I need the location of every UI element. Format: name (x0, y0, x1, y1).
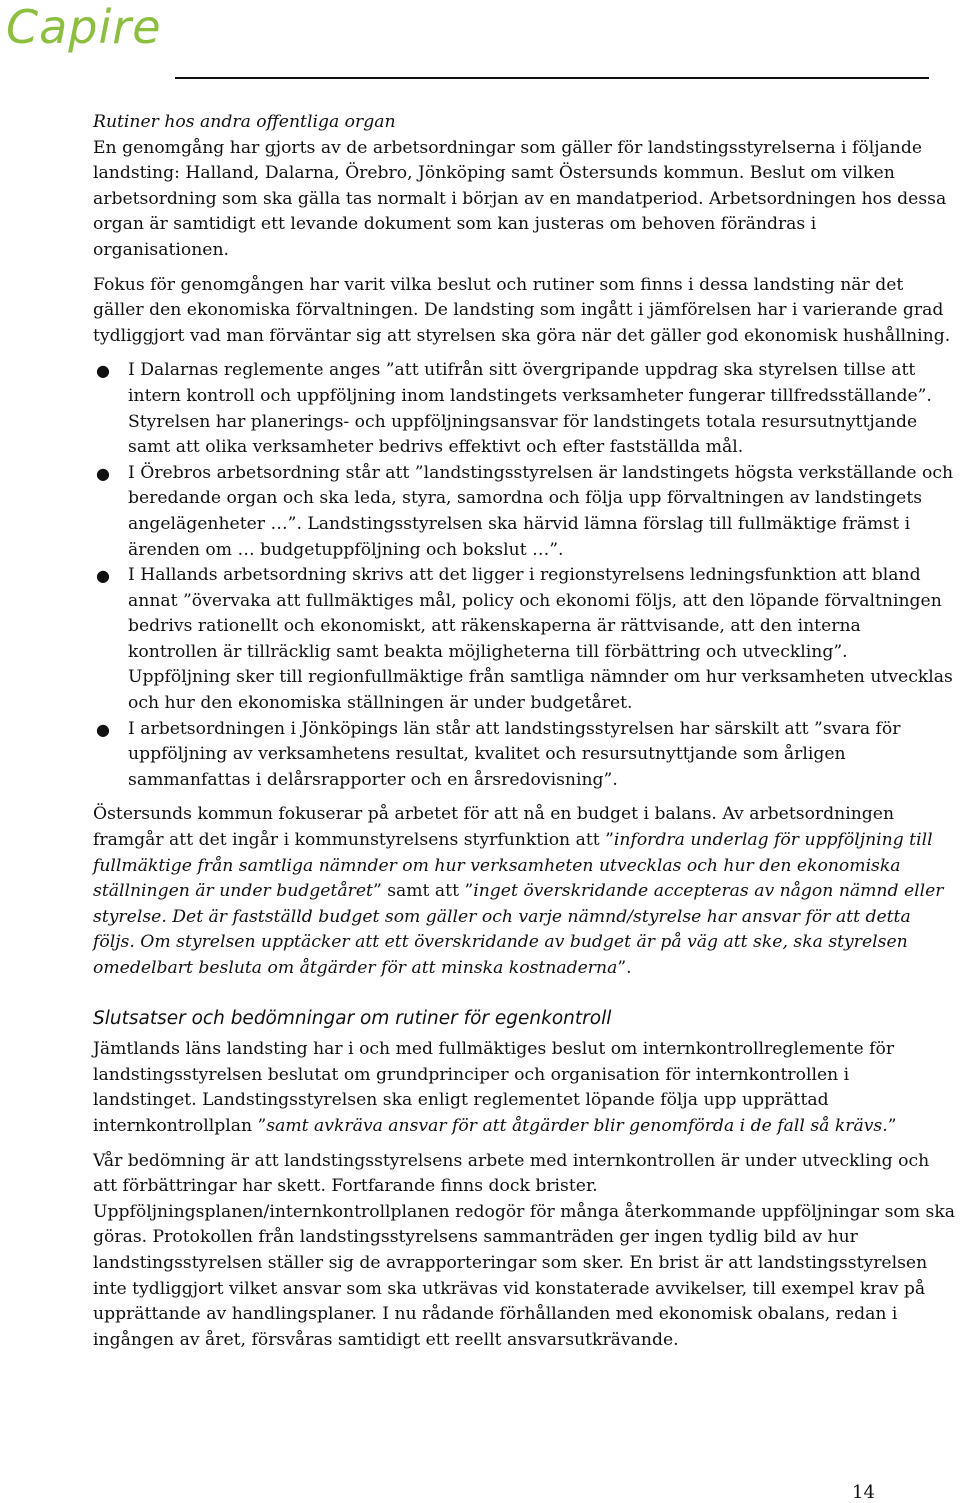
list-item-text: I arbetsordningen i Jönköpings län står att landstingsstyrelsen har särskilt att ”svara för uppföljning av verksamhetens resultat, kvalitet och resursutnyttjande som årligen sammanfattas i delårsrapporter och en årsredovisning”. (128, 718, 901, 790)
ostersund-paragraph (93, 802, 955, 981)
bullet-list (93, 358, 955, 793)
conclusion-text-end: ” (887, 1115, 897, 1136)
conclusion-text-start: Jämtlands läns landsting har i och med fullmäktiges beslut om internkontrollreglemente för landstingsstyrelsen beslutat om grundprinciper och organisation för internkontrollen i landstinget. Landstingsstyrelsen ska enligt reglementet löpande följa upp upprättad internkontrollplan ” (93, 1039, 895, 1136)
document-body (93, 110, 955, 1362)
list-item (96, 563, 955, 717)
bullet-icon: ● (96, 719, 110, 739)
list-item-text: I Örebros arbetsordning står att ”landstingsstyrelsen är landstingets högsta verkställande och beredande organ och ska leda, styra, samordna och följa upp förvaltningen av landstingets angelägenheter …”. Landstingsstyrelsen ska härvid lämna förslag till fullmäktige främst i ärenden om … budgetuppföljning och bokslut …”. (128, 462, 954, 560)
list-item-text: I Hallands arbetsordning skrivs att det ligger i regionstyrelsens ledningsfunktion att bland annat ”övervaka att fullmäktiges mål, policy och ekonomi följs, att den löpande förvaltningen bedrivs rationellt och ekonomiskt, att räkenskaperna är rättvisande, att den interna kontrollen är tillräcklig samt beakta möjligheterna till förbättring och utveckling”. Uppföljning sker till regionfullmäktige från samtliga nämnder om hur verksamheten utvecklas och hur den ekonomiska ställningen är under budgetåret. (128, 565, 953, 714)
section-title: Rutiner hos andra offentliga organ (93, 112, 396, 132)
ostersund-text-start: Östersunds kommun fokuserar på arbetet för att nå en budget i balans. Av arbetsordningen framgår att det ingår i kommunstyrelsens styrfunktion att ” (93, 804, 895, 851)
list-item (96, 717, 955, 794)
ostersund-quote-2: inget överskridande accepteras av någon nämnd eller styrelse. Det är fastställd budget som gäller och varje nämnd/styrelse har ansvar för att detta följs. Om styrelsen upptäcker att ett överskridande av budget är på väg att ske, ska styrelsen omedelbart besluta om åtgärder för att minska kostnaderna (93, 881, 944, 978)
ostersund-text-end: ”. (617, 958, 632, 978)
ostersund-quote-1: infordra underlag för uppföljning till fullmäktige från samtliga nämnder om hur verksamheten utvecklas och hur den ekonomiska ställningen är under budgetåret (93, 830, 933, 902)
bullet-icon: ● (96, 566, 110, 586)
focus-paragraph: Fokus för genomgången har varit vilka beslut och rutiner som finns i dessa landsting när det gäller den ekonomiska förvaltningen. De landsting som ingått i jämförelsen har i varierande grad tydliggjort vad man förväntar sig att styrelsen ska göra när det gäller god ekonomisk hushållning. (93, 274, 951, 346)
conclusion-quote: samt avkräva ansvar för att åtgärder blir genomförda i de fall så krävs. (266, 1115, 888, 1136)
capire-logo: Capire (6, 0, 162, 54)
ostersund-text-mid: ” samt att ” (372, 881, 474, 902)
header-rule (175, 77, 929, 79)
intro-paragraph: En genomgång har gjorts av de arbetsordningar som gäller för landstingsstyrelserna i följande landsting: Halland, Dalarna, Örebro, Jönköping samt Östersunds kommun. Beslut om vilken arbetsordning som ska gälla tas normalt i början av en mandatperiod. Arbetsordningen hos dessa organ är samtidigt ett levande dokument som kan justeras om behoven förändras i organisationen. (93, 137, 947, 260)
conclusion-paragraph-1 (93, 1037, 955, 1139)
section-heading: Slutsatser och bedömningar om rutiner för egenkontroll (93, 1007, 612, 1029)
page-number: 14 (852, 1482, 875, 1503)
bullet-icon: ● (96, 361, 110, 381)
conclusion-paragraph-2: Vår bedömning är att landstingsstyrelsens arbete med internkontrollen är under utveckling och att förbättringar har skett. Fortfarande finns dock brister. Uppföljningsplanen/internkontrollplanen redogör för många återkommande uppföljningar som ska göras. Protokollen från landstingsstyrelsens sammanträden ger ingen tydlig bild av hur landstingsstyrelsen ställer sig de avrapporteringar som sker. En brist är att landstingsstyrelsen inte tydliggjort vilket ansvar som ska utkrävas vid konstaterade avvikelser, till exempel krav på upprättande av handlingsplaner. I nu rådande förhållanden med ekonomisk obalans, redan i ingången av året, försvåras samtidigt ett reellt ansvarsutkrävande. (93, 1150, 956, 1350)
list-item (96, 461, 955, 563)
list-item (96, 358, 955, 460)
list-item-text: I Dalarnas reglemente anges ”att utifrån sitt övergripande uppdrag ska styrelsen tillse att intern kontroll och uppföljning inom landstingets verksamheter fungerar tillfredsställande”. Styrelsen har planerings- och uppföljningsansvar för landstingets totala resursutnyttjande samt att olika verksamheter bedrivs effektivt och efter fastställda mål. (128, 360, 932, 458)
bullet-icon: ● (96, 463, 110, 483)
page-header (0, 0, 960, 80)
